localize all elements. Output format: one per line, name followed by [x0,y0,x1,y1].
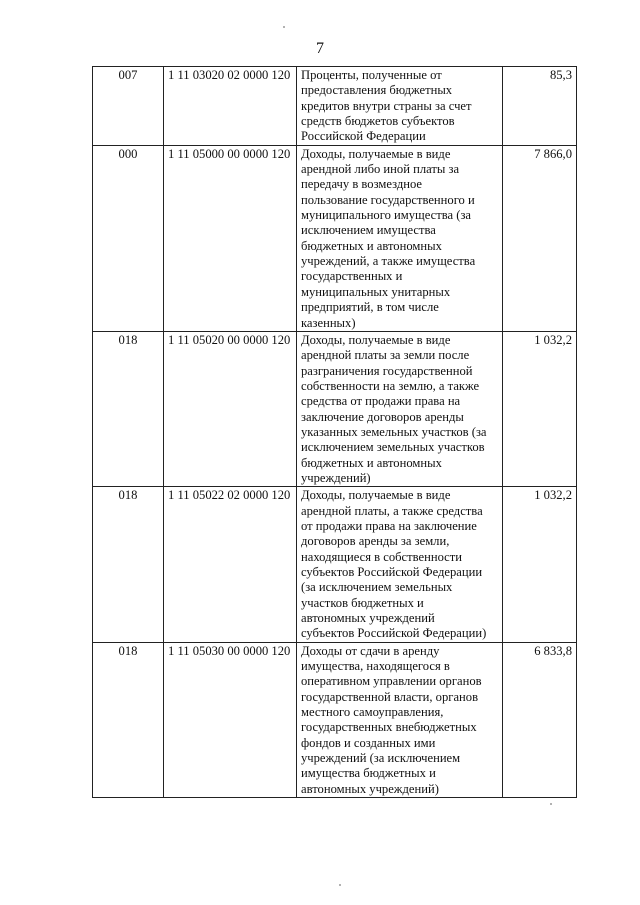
revenue-name-cell [297,67,503,146]
revenue-name-line: Российской Федерации [301,129,426,144]
revenue-name-line: договоров аренды за земли, [301,534,450,549]
revenue-name-line: автономных учреждений) [301,781,439,796]
amount-cell: 1 032,2 [503,331,577,486]
revenue-name-cell [297,331,503,486]
revenue-name-line: участков бюджетных и [301,595,424,610]
revenue-name-line: находящиеся в собственности [301,549,463,564]
revenue-name-line: Доходы, получаемые в виде [301,146,451,161]
revenue-name-line: бюджетных и автономных [301,238,442,253]
revenue-name-line: исключением имущества [301,223,436,238]
revenue-name-line: средства от продажи права на [301,394,461,409]
revenue-name-cell [297,642,503,797]
revenue-name-line: субъектов Российской Федерации) [301,626,487,641]
kbk-code-cell: 1 11 03020 02 0000 120 [164,67,297,146]
revenue-name-line: автономных учреждений [301,611,435,626]
amount-cell: 1 032,2 [503,487,577,642]
revenue-name-cell [297,487,503,642]
amount-cell: 7 866,0 [503,145,577,331]
admin-code-cell: 007 [93,67,164,146]
revenue-name-line: Доходы от сдачи в аренду [301,643,440,658]
amount-cell: 6 833,8 [503,642,577,797]
revenue-name-line: имущества, находящегося в [301,659,450,674]
revenue-name-line: муниципального имущества (за [301,208,472,223]
revenue-name-line: от продажи права на заключение [301,518,477,533]
kbk-code-cell: 1 11 05020 00 0000 120 [164,331,297,486]
table-row [93,67,577,146]
revenue-name-line: пользование государственного и [301,192,475,207]
revenue-name-line: субъектов Российской Федерации [301,565,483,579]
revenue-name-line: указанных земельных участков (за [301,424,487,439]
revenue-name-line: исключением земельных участков [301,440,485,455]
scan-speck [339,884,341,886]
revenue-name-line: имущества бюджетных и [301,766,436,781]
revenue-name-line: государственных и [301,269,403,284]
kbk-code-cell: 1 11 05022 02 0000 120 [164,487,297,642]
revenue-name-line: оперативном управлении органов [301,674,482,689]
table-row [93,145,577,331]
revenue-name-line: Проценты, полученные от [301,68,442,82]
revenue-name-line: арендной платы, а также средства [301,503,483,518]
revenue-name-line: предприятий, в том числе [301,300,439,315]
revenue-name-line: передачу в возмездное [301,177,423,192]
revenue-name-line: бюджетных и автономных [301,455,442,470]
revenue-name-line: средств бюджетов субъектов [301,114,455,129]
revenue-name-line: казенных) [301,315,356,330]
revenue-name-line: учреждений) [301,470,371,485]
kbk-code-cell: 1 11 05000 00 0000 120 [164,145,297,331]
revenue-name-line: арендной платы за земли после [301,348,470,363]
revenue-name-line: Доходы, получаемые в виде [301,488,451,503]
amount-cell: 85,3 [503,67,577,146]
revenue-name-line: арендной либо иной платы за [301,162,460,177]
revenue-name-line: учреждений, а также имущества [301,254,476,269]
revenue-name-line: (за исключением земельных [301,580,453,595]
kbk-code-cell: 1 11 05030 00 0000 120 [164,642,297,797]
admin-code-cell: 018 [93,642,164,797]
revenue-name-line: предоставления бюджетных [301,83,453,98]
table-row [93,642,577,797]
revenue-name-cell [297,145,503,331]
scan-speck [283,26,285,28]
revenue-name-line: фондов и созданных ими [301,735,436,750]
revenue-name-line: собственности на землю, а также [301,378,480,393]
admin-code-cell: 000 [93,145,164,331]
revenue-table [92,66,577,798]
admin-code-cell: 018 [93,487,164,642]
revenue-name-line: местного самоуправления, [301,705,444,720]
scan-speck [550,803,552,805]
revenue-name-line: государственных внебюджетных [301,720,477,735]
table-row [93,331,577,486]
revenue-name-line: Доходы, получаемые в виде [301,332,451,347]
revenue-name-line: кредитов внутри страны за счет [301,98,472,113]
revenue-name-line: заключение договоров аренды [301,409,464,424]
revenue-name-line: муниципальных унитарных [301,284,451,299]
revenue-name-line: учреждений (за исключением [301,751,461,766]
admin-code-cell: 018 [93,331,164,486]
revenue-name-line: разграничения государственной [301,363,473,378]
revenue-name-line: государственной власти, органов [301,689,479,704]
table-row [93,487,577,642]
page-number: 7 [316,40,324,57]
